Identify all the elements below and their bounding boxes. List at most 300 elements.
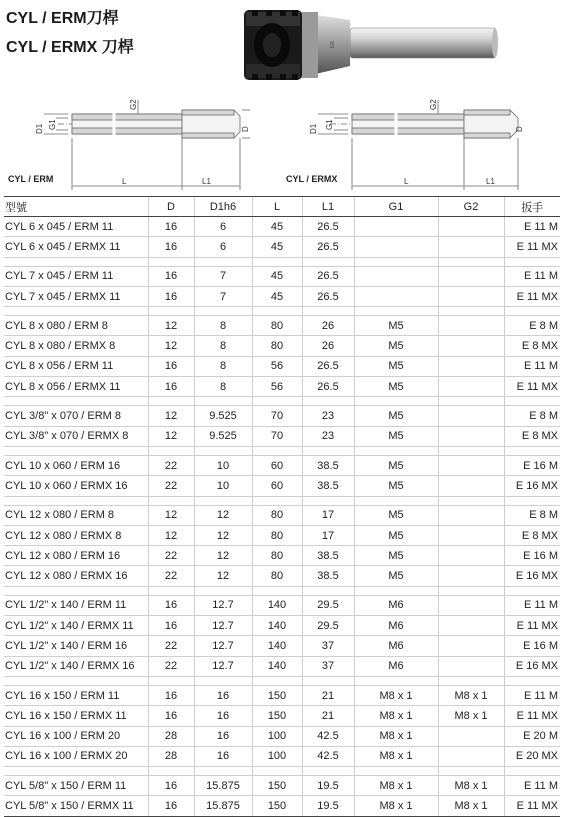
- table-cell: 56: [252, 377, 302, 397]
- table-cell: 16: [148, 217, 194, 237]
- spacer-cell: [194, 257, 252, 266]
- table-cell: E 20 M: [504, 726, 560, 746]
- dim-g1: G1: [48, 119, 57, 130]
- table-cell: CYL 1/2" x 140 / ERM 11: [4, 595, 148, 615]
- table-cell: 21: [302, 706, 354, 726]
- table-cell: 150: [252, 685, 302, 705]
- group-spacer: [4, 397, 560, 406]
- drawing-label-ermx: CYL / ERMX: [286, 174, 338, 184]
- table-cell: 12.7: [194, 656, 252, 676]
- table-cell: 12.7: [194, 595, 252, 615]
- title-erm: CYL / ERM刀桿: [6, 10, 119, 27]
- table-cell: 140: [252, 656, 302, 676]
- table-cell: 21: [302, 685, 354, 705]
- spacer-cell: [148, 767, 194, 776]
- table-cell: E 16 MX: [504, 566, 560, 586]
- spacer-cell: [4, 767, 148, 776]
- table-row: [4, 316, 560, 336]
- table-row: [4, 455, 560, 475]
- table-cell: 22: [148, 546, 194, 566]
- table-cell: 45: [252, 266, 302, 286]
- table-cell: E 11 MX: [504, 796, 560, 816]
- table-cell: M6: [354, 616, 438, 636]
- table-cell: 80: [252, 336, 302, 356]
- table-cell: 8: [194, 356, 252, 376]
- spacer-cell: [438, 307, 504, 316]
- table-cell: [354, 237, 438, 257]
- table-row: [4, 217, 560, 237]
- table-cell: 12: [194, 505, 252, 525]
- spacer-cell: [354, 676, 438, 685]
- spacer-cell: [302, 586, 354, 595]
- spacer-cell: [148, 307, 194, 316]
- title-ermx: CYL / ERMX 刀桿: [6, 39, 134, 56]
- spacer-cell: [4, 496, 148, 505]
- table-cell: 38.5: [302, 566, 354, 586]
- table-cell: CYL 3/8" x 070 / ERMX 8: [4, 426, 148, 446]
- table-cell: M8 x 1: [354, 796, 438, 816]
- spacer-cell: [4, 397, 148, 406]
- table-cell: 9.525: [194, 406, 252, 426]
- spacer-cell: [354, 307, 438, 316]
- table-cell: 45: [252, 237, 302, 257]
- table-cell: 12: [148, 406, 194, 426]
- table-cell: 80: [252, 566, 302, 586]
- spacer-cell: [252, 257, 302, 266]
- dim-d: D: [241, 126, 250, 132]
- table-cell: 16: [148, 706, 194, 726]
- table-cell: 19.5: [302, 796, 354, 816]
- spec-table: [4, 196, 560, 817]
- spacer-cell: [252, 767, 302, 776]
- table-cell: E 16 M: [504, 455, 560, 475]
- spacer-cell: [194, 586, 252, 595]
- table-cell: 150: [252, 776, 302, 796]
- table-cell: M6: [354, 636, 438, 656]
- tool-holder-photo: [240, 8, 500, 84]
- table-cell: CYL 5/8" x 150 / ERM 11: [4, 776, 148, 796]
- table-cell: 60: [252, 476, 302, 496]
- spacer-cell: [504, 257, 560, 266]
- table-cell: 26: [302, 316, 354, 336]
- table-cell: 16: [148, 356, 194, 376]
- spacer-cell: [504, 767, 560, 776]
- table-cell: [438, 217, 504, 237]
- table-row: [4, 595, 560, 615]
- spacer-cell: [252, 496, 302, 505]
- spacer-cell: [504, 446, 560, 455]
- table-cell: M8 x 1: [354, 685, 438, 705]
- spacer-cell: [252, 446, 302, 455]
- spacer-cell: [194, 496, 252, 505]
- table-cell: CYL 10 x 060 / ERMX 16: [4, 476, 148, 496]
- table-row: [4, 796, 560, 816]
- table-cell: [438, 726, 504, 746]
- table-cell: 28: [148, 746, 194, 766]
- table-cell: E 16 MX: [504, 476, 560, 496]
- table-cell: [438, 336, 504, 356]
- table-cell: M5: [354, 316, 438, 336]
- table-cell: 17: [302, 525, 354, 545]
- table-cell: 12.7: [194, 616, 252, 636]
- table-cell: CYL 1/2" x 140 / ERMX 16: [4, 656, 148, 676]
- table-cell: [438, 636, 504, 656]
- table-row: [4, 505, 560, 525]
- table-cell: [354, 217, 438, 237]
- table-cell: 70: [252, 406, 302, 426]
- table-cell: E 8 M: [504, 316, 560, 336]
- table-row: [4, 525, 560, 545]
- spacer-cell: [4, 676, 148, 685]
- table-cell: [438, 595, 504, 615]
- table-cell: 26.5: [302, 286, 354, 306]
- spacer-cell: [354, 397, 438, 406]
- table-cell: 22: [148, 566, 194, 586]
- table-cell: 60: [252, 455, 302, 475]
- table-cell: 16: [194, 746, 252, 766]
- table-cell: 12: [148, 426, 194, 446]
- table-cell: CYL 16 x 100 / ERMX 20: [4, 746, 148, 766]
- table-cell: 16: [148, 266, 194, 286]
- group-spacer: [4, 257, 560, 266]
- spacer-cell: [354, 446, 438, 455]
- table-cell: [438, 546, 504, 566]
- table-cell: E 8 M: [504, 505, 560, 525]
- table-cell: E 11 MX: [504, 377, 560, 397]
- table-cell: 16: [148, 685, 194, 705]
- dim-l1: L1: [486, 177, 495, 186]
- table-cell: 7: [194, 286, 252, 306]
- table-cell: 26: [302, 336, 354, 356]
- group-spacer: [4, 676, 560, 685]
- table-cell: 23: [302, 426, 354, 446]
- spacer-cell: [354, 767, 438, 776]
- spacer-cell: [252, 586, 302, 595]
- table-cell: 10: [194, 476, 252, 496]
- table-cell: E 8 MX: [504, 426, 560, 446]
- table-cell: 16: [148, 776, 194, 796]
- table-cell: 12.7: [194, 636, 252, 656]
- group-spacer: [4, 586, 560, 595]
- dim-g2: G2: [429, 99, 438, 110]
- table-row: [4, 336, 560, 356]
- table-row: [4, 636, 560, 656]
- table-cell: 22: [148, 455, 194, 475]
- spacer-cell: [504, 586, 560, 595]
- table-row: [4, 566, 560, 586]
- spacer-cell: [438, 676, 504, 685]
- table-cell: [438, 426, 504, 446]
- table-row: [4, 656, 560, 676]
- spacer-cell: [438, 496, 504, 505]
- spacer-cell: [438, 586, 504, 595]
- table-cell: CYL 3/8" x 070 / ERM 8: [4, 406, 148, 426]
- table-row: [4, 266, 560, 286]
- table-cell: 150: [252, 706, 302, 726]
- table-cell: 12: [194, 525, 252, 545]
- spacer-cell: [302, 307, 354, 316]
- table-cell: 140: [252, 595, 302, 615]
- table-row: [4, 406, 560, 426]
- table-cell: [438, 266, 504, 286]
- table-cell: 22: [148, 636, 194, 656]
- header-wrench: 扳手: [504, 197, 560, 217]
- table-row: [4, 237, 560, 257]
- header-d1h6: D1h6: [194, 197, 252, 217]
- spacer-cell: [194, 767, 252, 776]
- spacer-cell: [438, 397, 504, 406]
- table-cell: CYL 1/2" x 140 / ERMX 11: [4, 616, 148, 636]
- table-cell: 22: [148, 656, 194, 676]
- spacer-cell: [194, 446, 252, 455]
- table-cell: CYL 12 x 080 / ERM 16: [4, 546, 148, 566]
- header-model: 型號: [4, 197, 148, 217]
- spacer-cell: [148, 496, 194, 505]
- table-cell: CYL 10 x 060 / ERM 16: [4, 455, 148, 475]
- table-cell: 16: [194, 726, 252, 746]
- table-cell: M8 x 1: [438, 776, 504, 796]
- table-cell: 16: [148, 595, 194, 615]
- dim-l: L: [122, 177, 127, 186]
- table-cell: M6: [354, 656, 438, 676]
- header-l: L: [252, 197, 302, 217]
- table-cell: 28: [148, 726, 194, 746]
- header-l1: L1: [302, 197, 354, 217]
- table-cell: E 16 M: [504, 636, 560, 656]
- spacer-cell: [4, 257, 148, 266]
- table-cell: 37: [302, 636, 354, 656]
- spacer-cell: [354, 586, 438, 595]
- table-cell: CYL 16 x 100 / ERM 20: [4, 726, 148, 746]
- table-cell: 70: [252, 426, 302, 446]
- spacer-cell: [148, 257, 194, 266]
- table-cell: 26.5: [302, 377, 354, 397]
- table-cell: M8 x 1: [438, 706, 504, 726]
- spacer-cell: [302, 397, 354, 406]
- table-cell: 45: [252, 217, 302, 237]
- table-cell: CYL 12 x 080 / ERM 8: [4, 505, 148, 525]
- header-d: D: [148, 197, 194, 217]
- table-cell: 140: [252, 616, 302, 636]
- table-cell: [354, 286, 438, 306]
- group-spacer: [4, 767, 560, 776]
- table-cell: [438, 237, 504, 257]
- spec-table-body: [4, 217, 560, 817]
- table-cell: M8 x 1: [438, 796, 504, 816]
- spacer-cell: [252, 307, 302, 316]
- table-cell: E 11 M: [504, 595, 560, 615]
- table-cell: M8 x 1: [438, 685, 504, 705]
- table-row: [4, 476, 560, 496]
- table-row: [4, 685, 560, 705]
- table-cell: 29.5: [302, 616, 354, 636]
- table-cell: 12: [194, 546, 252, 566]
- spacer-cell: [438, 767, 504, 776]
- table-cell: E 16 M: [504, 546, 560, 566]
- table-cell: 45: [252, 286, 302, 306]
- spacer-cell: [4, 586, 148, 595]
- table-row: [4, 546, 560, 566]
- table-cell: M5: [354, 525, 438, 545]
- table-row: [4, 286, 560, 306]
- table-cell: CYL 8 x 056 / ERM 11: [4, 356, 148, 376]
- table-cell: M8 x 1: [354, 746, 438, 766]
- table-cell: 10: [194, 455, 252, 475]
- spacer-cell: [302, 767, 354, 776]
- spacer-cell: [148, 676, 194, 685]
- table-cell: 16: [194, 706, 252, 726]
- table-cell: 16: [148, 286, 194, 306]
- spacer-cell: [252, 397, 302, 406]
- table-cell: [438, 406, 504, 426]
- spacer-cell: [302, 257, 354, 266]
- table-cell: 42.5: [302, 746, 354, 766]
- dim-g1: G1: [325, 119, 334, 130]
- dim-d1: D1: [309, 123, 318, 134]
- table-row: [4, 776, 560, 796]
- spacer-cell: [302, 676, 354, 685]
- table-cell: M8 x 1: [354, 726, 438, 746]
- table-cell: 26.5: [302, 356, 354, 376]
- spacer-cell: [354, 496, 438, 505]
- table-cell: E 11 M: [504, 356, 560, 376]
- table-cell: CYL 16 x 150 / ERM 11: [4, 685, 148, 705]
- table-cell: E 11 M: [504, 217, 560, 237]
- table-cell: M5: [354, 406, 438, 426]
- table-cell: 23: [302, 406, 354, 426]
- table-cell: 100: [252, 726, 302, 746]
- table-cell: 8: [194, 377, 252, 397]
- table-cell: 26.5: [302, 266, 354, 286]
- table-cell: E 16 MX: [504, 656, 560, 676]
- table-row: [4, 706, 560, 726]
- header-g2: G2: [438, 197, 504, 217]
- table-cell: 26.5: [302, 237, 354, 257]
- table-cell: 16: [148, 237, 194, 257]
- table-cell: [438, 377, 504, 397]
- table-cell: CYL 5/8" x 150 / ERMX 11: [4, 796, 148, 816]
- drawing-label-erm: CYL / ERM: [8, 174, 54, 184]
- spacer-cell: [4, 446, 148, 455]
- table-cell: E 11 MX: [504, 706, 560, 726]
- table-row: [4, 426, 560, 446]
- spacer-cell: [302, 446, 354, 455]
- table-cell: M5: [354, 426, 438, 446]
- table-cell: CYL 6 x 045 / ERMX 11: [4, 237, 148, 257]
- spacer-cell: [194, 676, 252, 685]
- table-cell: 29.5: [302, 595, 354, 615]
- table-cell: CYL 12 x 080 / ERMX 16: [4, 566, 148, 586]
- group-spacer: [4, 446, 560, 455]
- spacer-cell: [504, 307, 560, 316]
- table-cell: 16: [148, 377, 194, 397]
- table-cell: 12: [148, 505, 194, 525]
- spacer-cell: [504, 397, 560, 406]
- header-g1: G1: [354, 197, 438, 217]
- table-cell: E 11 M: [504, 776, 560, 796]
- spec-table-header: [4, 197, 560, 217]
- table-cell: 42.5: [302, 726, 354, 746]
- svg-text:ER: ER: [330, 41, 336, 48]
- table-cell: 12: [194, 566, 252, 586]
- table-cell: [438, 746, 504, 766]
- table-row: [4, 616, 560, 636]
- table-cell: 15.875: [194, 796, 252, 816]
- table-cell: E 20 MX: [504, 746, 560, 766]
- table-cell: [438, 476, 504, 496]
- table-cell: M5: [354, 566, 438, 586]
- table-cell: 80: [252, 505, 302, 525]
- table-cell: 8: [194, 336, 252, 356]
- table-row: [4, 356, 560, 376]
- table-cell: 16: [148, 796, 194, 816]
- table-cell: [438, 505, 504, 525]
- table-cell: 15.875: [194, 776, 252, 796]
- table-cell: [438, 356, 504, 376]
- table-cell: 19.5: [302, 776, 354, 796]
- table-cell: 12: [148, 525, 194, 545]
- table-cell: 12: [148, 336, 194, 356]
- table-cell: 38.5: [302, 455, 354, 475]
- dim-d: D: [515, 126, 524, 132]
- table-cell: CYL 6 x 045 / ERM 11: [4, 217, 148, 237]
- table-cell: CYL 7 x 045 / ERMX 11: [4, 286, 148, 306]
- table-cell: 56: [252, 356, 302, 376]
- table-cell: 9.525: [194, 426, 252, 446]
- table-cell: M6: [354, 595, 438, 615]
- table-cell: M8 x 1: [354, 776, 438, 796]
- dim-l: L: [404, 177, 409, 186]
- table-cell: E 11 MX: [504, 286, 560, 306]
- table-cell: 38.5: [302, 546, 354, 566]
- table-cell: M5: [354, 356, 438, 376]
- table-cell: CYL 12 x 080 / ERMX 8: [4, 525, 148, 545]
- table-cell: 16: [148, 616, 194, 636]
- table-cell: 17: [302, 505, 354, 525]
- spacer-cell: [194, 307, 252, 316]
- table-cell: 80: [252, 525, 302, 545]
- table-cell: E 8 M: [504, 406, 560, 426]
- table-cell: 22: [148, 476, 194, 496]
- table-cell: E 11 MX: [504, 616, 560, 636]
- table-cell: M5: [354, 336, 438, 356]
- group-spacer: [4, 496, 560, 505]
- spacer-cell: [148, 586, 194, 595]
- spacer-cell: [148, 397, 194, 406]
- spacer-cell: [504, 496, 560, 505]
- table-cell: 38.5: [302, 476, 354, 496]
- dim-l1: L1: [202, 177, 211, 186]
- table-cell: E 11 M: [504, 266, 560, 286]
- table-cell: M5: [354, 546, 438, 566]
- spacer-cell: [504, 676, 560, 685]
- table-cell: 37: [302, 656, 354, 676]
- table-cell: M5: [354, 377, 438, 397]
- table-cell: CYL 8 x 056 / ERMX 11: [4, 377, 148, 397]
- table-cell: M5: [354, 455, 438, 475]
- table-cell: 8: [194, 316, 252, 336]
- table-cell: 7: [194, 266, 252, 286]
- table-cell: 150: [252, 796, 302, 816]
- table-cell: [438, 566, 504, 586]
- table-cell: [438, 525, 504, 545]
- table-cell: 100: [252, 746, 302, 766]
- table-cell: 26.5: [302, 217, 354, 237]
- table-cell: CYL 7 x 045 / ERM 11: [4, 266, 148, 286]
- table-cell: CYL 8 x 080 / ERM 8: [4, 316, 148, 336]
- group-spacer: [4, 307, 560, 316]
- table-cell: [438, 656, 504, 676]
